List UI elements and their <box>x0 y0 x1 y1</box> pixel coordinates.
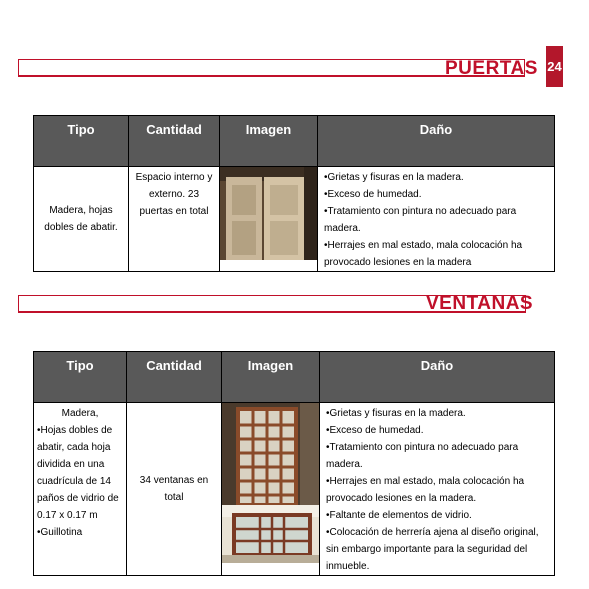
dano-item: • Herrajes en mal estado, mala colocación ha provocado lesiones en la madera <box>324 237 554 271</box>
dano-item: • Tratamiento con pintura no adecuado para madera. <box>326 439 554 473</box>
header-dano: Daño <box>318 116 555 167</box>
puertas-table <box>33 115 555 272</box>
header-cantidad: Cantidad <box>127 352 222 403</box>
puertas-title: PUERTAS <box>445 58 538 79</box>
window-photo-1 <box>222 403 319 505</box>
page-number: 24 <box>546 46 563 87</box>
header-tipo: Tipo <box>34 352 127 403</box>
ventanas-tipo <box>34 403 127 576</box>
dano-item: • Exceso de humedad. <box>324 186 554 203</box>
tipo-line: •Hojas dobles de abatir, cada hoja dividida en una cuadrícula de 14 paños de vidrio de 0.17 x 0.17 m <box>37 425 119 521</box>
window-photo-2 <box>222 505 319 563</box>
header-tipo: Tipo <box>34 116 129 167</box>
puertas-tipo: Madera, hojas dobles de abatir. <box>34 167 129 272</box>
dano-item: • Tratamiento con pintura no adecuado para madera. <box>324 203 554 237</box>
dano-item: • Exceso de humedad. <box>326 422 554 439</box>
ventanas-title: VENTANAS <box>426 293 534 314</box>
ventanas-danos <box>320 403 555 576</box>
header-dano: Daño <box>320 352 555 403</box>
header-imagen: Imagen <box>220 116 318 167</box>
puertas-cantidad: Espacio interno y externo. 23 puertas en total <box>129 167 220 272</box>
dano-item: • Faltante de elementos de vidrio. <box>326 507 554 524</box>
tipo-line: •Guillotina <box>37 527 83 538</box>
ventanas-image <box>222 403 320 576</box>
ventanas-cantidad: 34 ventanas en total <box>127 403 222 576</box>
dano-item: • Grietas y fisuras en la madera. <box>326 405 554 422</box>
header-cantidad: Cantidad <box>129 116 220 167</box>
door-photo <box>220 167 317 260</box>
dano-item: • Grietas y fisuras en la madera. <box>324 169 554 186</box>
dano-item: • Herrajes en mal estado, mala colocación ha provocado lesiones en la madera. <box>326 473 554 507</box>
puertas-danos <box>318 167 555 272</box>
tipo-line: Madera, <box>61 408 99 419</box>
ventanas-table <box>33 351 555 576</box>
header-imagen: Imagen <box>222 352 320 403</box>
puertas-image <box>220 167 318 272</box>
dano-item: • Colocación de herrería ajena al diseño original, sin embargo importante para la seguridad del inmueble. <box>326 524 554 575</box>
